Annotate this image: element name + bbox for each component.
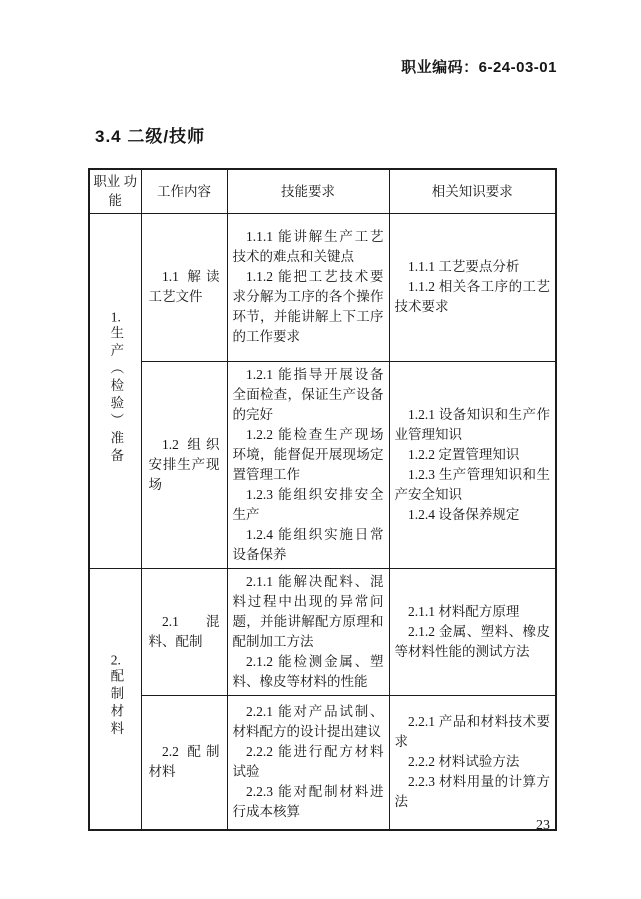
skill-item: 2.2.3 能对配制材料进行成本核算 — [232, 784, 384, 820]
knowledge-item: 1.1.2 相关各工序的工艺技术要求 — [394, 279, 550, 314]
knowledge-item: 2.2.3 材料用量的计算方法 — [394, 774, 550, 810]
skill-item: 1.2.2 能检查生产现场环境，能督促开展现场定置管理工作 — [232, 426, 384, 482]
skill-cell-2-2 — [227, 695, 389, 830]
occupation-code: 职业编码：6-24-03-01 — [401, 59, 557, 76]
knowledge-item: 1.2.4 设备保养规定 — [408, 506, 520, 522]
col-header-skill: 技能要求 — [227, 169, 389, 213]
page-number: 23 — [536, 818, 550, 833]
skill-item: 1.2.3 能组织安排安全生产 — [232, 486, 384, 522]
function-cell-production-prep — [89, 213, 141, 568]
section-heading: 3.4 二级/技师 — [95, 127, 206, 146]
knowledge-item: 1.2.3 生产管理知识和生产安全知识 — [394, 466, 550, 502]
function-number: 2. — [110, 653, 121, 667]
knowledge-cell-1-1 — [389, 213, 556, 361]
skill-item: 2.2.2 能进行配方材料试验 — [232, 744, 384, 780]
col-header-work: 工作内容 — [141, 169, 227, 213]
skill-item: 2.2.1 能对产品试制、材料配方的设计提出建议 — [232, 704, 384, 740]
function-label: 配制材料 — [108, 668, 124, 739]
knowledge-cell-1-2 — [389, 361, 556, 568]
knowledge-item: 2.1.1 材料配方原理 — [408, 603, 520, 619]
requirements-table — [88, 168, 557, 831]
knowledge-item: 1.2.2 定置管理知识 — [408, 446, 520, 462]
knowledge-item: 2.1.2 金属、塑料、橡皮等材料性能的测试方法 — [394, 623, 550, 659]
work-cell-2-2 — [141, 695, 227, 830]
skill-item: 2.1.1 能解决配料、混料过程中出现的异常问题，并能讲解配方原理和配制加工方法 — [232, 573, 384, 649]
table-row — [89, 213, 556, 361]
function-vertical-label — [106, 653, 124, 739]
work-cell-1-2 — [141, 361, 227, 568]
table-row — [89, 695, 556, 830]
work-cell-1-1 — [141, 213, 227, 361]
col-header-function: 职业 功能 — [89, 169, 141, 213]
skill-item: 2.1.2 能检测金属、塑料、橡皮等材料的性能 — [232, 653, 384, 689]
function-cell-material-prep — [89, 568, 141, 830]
col-header-knowledge: 相关知识要求 — [389, 169, 556, 213]
table-row — [89, 568, 556, 695]
skill-item: 1.1.1 能讲解生产工艺技术的难点和关键点 — [232, 229, 384, 264]
work-label: 1.2 组织安排生产现场 — [148, 436, 220, 492]
work-cell-2-1 — [141, 568, 227, 695]
work-label: 1.1 解读工艺文件 — [148, 269, 220, 304]
work-label: 2.1 混料、配制 — [148, 613, 220, 649]
function-vertical-label — [106, 310, 124, 466]
skill-item: 1.2.1 能指导开展设备全面检查，保证生产设备的完好 — [232, 366, 384, 422]
knowledge-cell-2-2 — [389, 695, 556, 830]
knowledge-item: 1.1.1 工艺要点分析 — [408, 259, 520, 274]
knowledge-item: 1.2.1 设备知识和生产作业管理知识 — [394, 406, 550, 442]
knowledge-item: 2.2.1 产品和材料技术要求 — [394, 714, 550, 750]
skill-cell-2-1 — [227, 568, 389, 695]
skill-item: 1.2.4 能组织实施日常设备保养 — [232, 526, 384, 562]
function-number: 1. — [110, 309, 121, 324]
skill-item: 1.1.2 能把工艺技术要求分解为工序的各个操作环节，并能讲解上下工序的工作要求 — [232, 269, 384, 344]
skill-cell-1-1 — [227, 213, 389, 361]
knowledge-item: 2.2.2 材料试验方法 — [408, 754, 520, 770]
work-label: 2.2 配制材料 — [148, 744, 220, 780]
table-header-row — [89, 169, 556, 213]
function-label: 生产（检验）准备 — [108, 325, 124, 466]
skill-cell-1-2 — [227, 361, 389, 568]
knowledge-cell-2-1 — [389, 568, 556, 695]
table-row — [89, 361, 556, 568]
